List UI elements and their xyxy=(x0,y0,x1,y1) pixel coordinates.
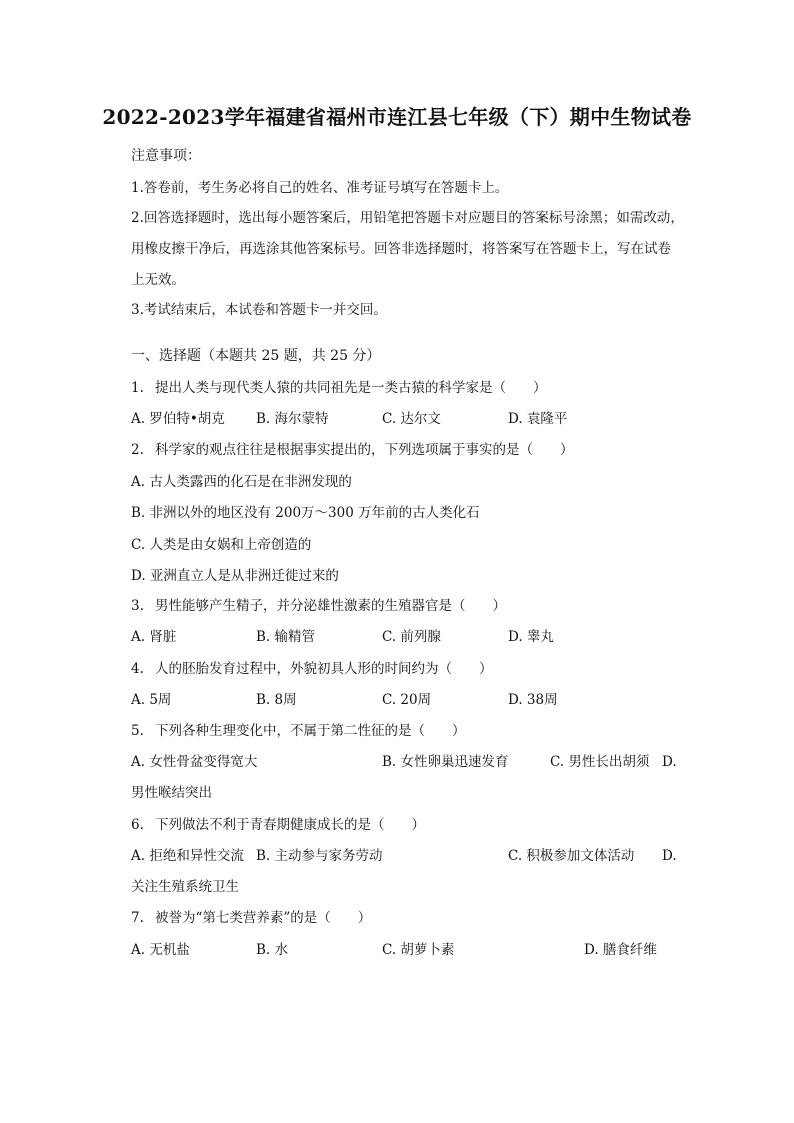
option-c: C. 胡萝卜素 xyxy=(382,942,455,958)
question-number: 1. xyxy=(131,380,144,396)
page-title: 2022-2023学年福建省福州市连江县七年级（下）期中生物试卷 xyxy=(102,105,692,129)
question-stem: 被誉为“第七类营养素”的是（ ） xyxy=(155,910,372,926)
question-number: 7. xyxy=(131,910,144,926)
option-d: 关注生殖系统卫生 xyxy=(131,879,239,895)
question-6-options xyxy=(131,846,691,866)
option-a: A. 拒绝和异性交流 xyxy=(131,848,244,864)
option-b: B. 非洲以外的地区没有 200万～300 万年前的古人类化石 xyxy=(131,505,480,521)
option-d: D. 膳食纤维 xyxy=(584,942,657,958)
question-stem: 人的胚胎发育过程中，外貌初具人形的时间约为（ ） xyxy=(155,661,493,677)
question-5 xyxy=(131,721,466,741)
question-3 xyxy=(131,596,506,616)
question-4 xyxy=(131,659,493,679)
option-c: C. 积极参加文体活动 xyxy=(508,848,635,864)
question-2 xyxy=(131,440,574,460)
option-b: B. 8周 xyxy=(256,692,297,708)
option-b: B. 女性卵巢迅速发育 xyxy=(382,754,509,770)
question-7 xyxy=(131,908,371,928)
question-number: 2. xyxy=(131,442,144,458)
option-b: B. 水 xyxy=(256,942,289,958)
option-d: D. 袁隆平 xyxy=(508,411,568,427)
question-stem: 下列各种生理变化中，不属于第二性征的是（ ） xyxy=(155,723,466,739)
option-d-marker: D. xyxy=(662,848,677,864)
option-c: C. 20周 xyxy=(382,692,432,708)
note-line: 2.回答选择题时，选出每小题答案后，用铅笔把答题卡对应题目的答案标号涂黑；如需改动， xyxy=(131,210,684,226)
question-1-options xyxy=(131,409,691,429)
option-a: A. 肾脏 xyxy=(131,629,177,645)
question-stem: 提出人类与现代类人猿的共同祖先是一类古猿的科学家是（ ） xyxy=(155,380,547,396)
question-number: 4. xyxy=(131,661,144,677)
question-number: 6. xyxy=(131,817,144,833)
note-line: 1.答卷前，考生务必将自己的姓名、准考证号填写在答题卡上。 xyxy=(131,180,509,196)
question-1 xyxy=(131,378,547,398)
option-a: A. 女性骨盆变得宽大 xyxy=(131,754,258,770)
option-a: A. 罗伯特•胡克 xyxy=(131,411,225,427)
option-c: C. 人类是由女娲和上帝创造的 xyxy=(131,537,312,553)
question-6 xyxy=(131,815,425,835)
note-line: 3.考试结束后，本试卷和答题卡一并交回。 xyxy=(131,302,387,318)
question-stem: 男性能够产生精子，并分泌雄性激素的生殖器官是（ ） xyxy=(155,598,506,614)
option-a: A. 5周 xyxy=(131,692,172,708)
option-b: B. 输精管 xyxy=(256,629,316,645)
section-heading: 一、选择题（本题共 25 题，共 25 分） xyxy=(131,348,381,364)
option-a: A. 无机盐 xyxy=(131,942,190,958)
question-stem: 科学家的观点往往是根据事实提出的，下列选项属于事实的是（ ） xyxy=(155,442,574,458)
question-4-options xyxy=(131,690,691,710)
option-c: C. 前列腺 xyxy=(382,629,441,645)
note-line: 上无效。 xyxy=(131,272,185,288)
option-a: A. 古人类露西的化石是在非洲发现的 xyxy=(131,474,352,490)
question-7-options xyxy=(131,940,691,960)
option-c: C. 男性长出胡须 xyxy=(550,754,650,770)
option-b: B. 海尔蒙特 xyxy=(256,411,329,427)
option-d: D. 38周 xyxy=(508,692,558,708)
option-b: B. 主动参与家务劳动 xyxy=(256,848,383,864)
question-stem: 下列做法不利于青春期健康成长的是（ ） xyxy=(155,817,425,833)
question-number: 3. xyxy=(131,598,144,614)
question-number: 5. xyxy=(131,723,144,739)
option-d: D. 亚洲直立人是从非洲迁徙过来的 xyxy=(131,568,339,584)
option-c: C. 达尔文 xyxy=(382,411,441,427)
note-line: 用橡皮擦干净后，再选涂其他答案标号。回答非选择题时，将答案写在答题卡上，写在试卷 xyxy=(131,241,671,257)
question-3-options xyxy=(131,627,691,647)
option-d-marker: D. xyxy=(662,754,677,770)
option-d: D. 睾丸 xyxy=(508,629,554,645)
notes-heading: 注意事项： xyxy=(131,148,201,164)
option-d: 男性喉结突出 xyxy=(131,785,212,801)
question-5-options xyxy=(131,752,691,772)
